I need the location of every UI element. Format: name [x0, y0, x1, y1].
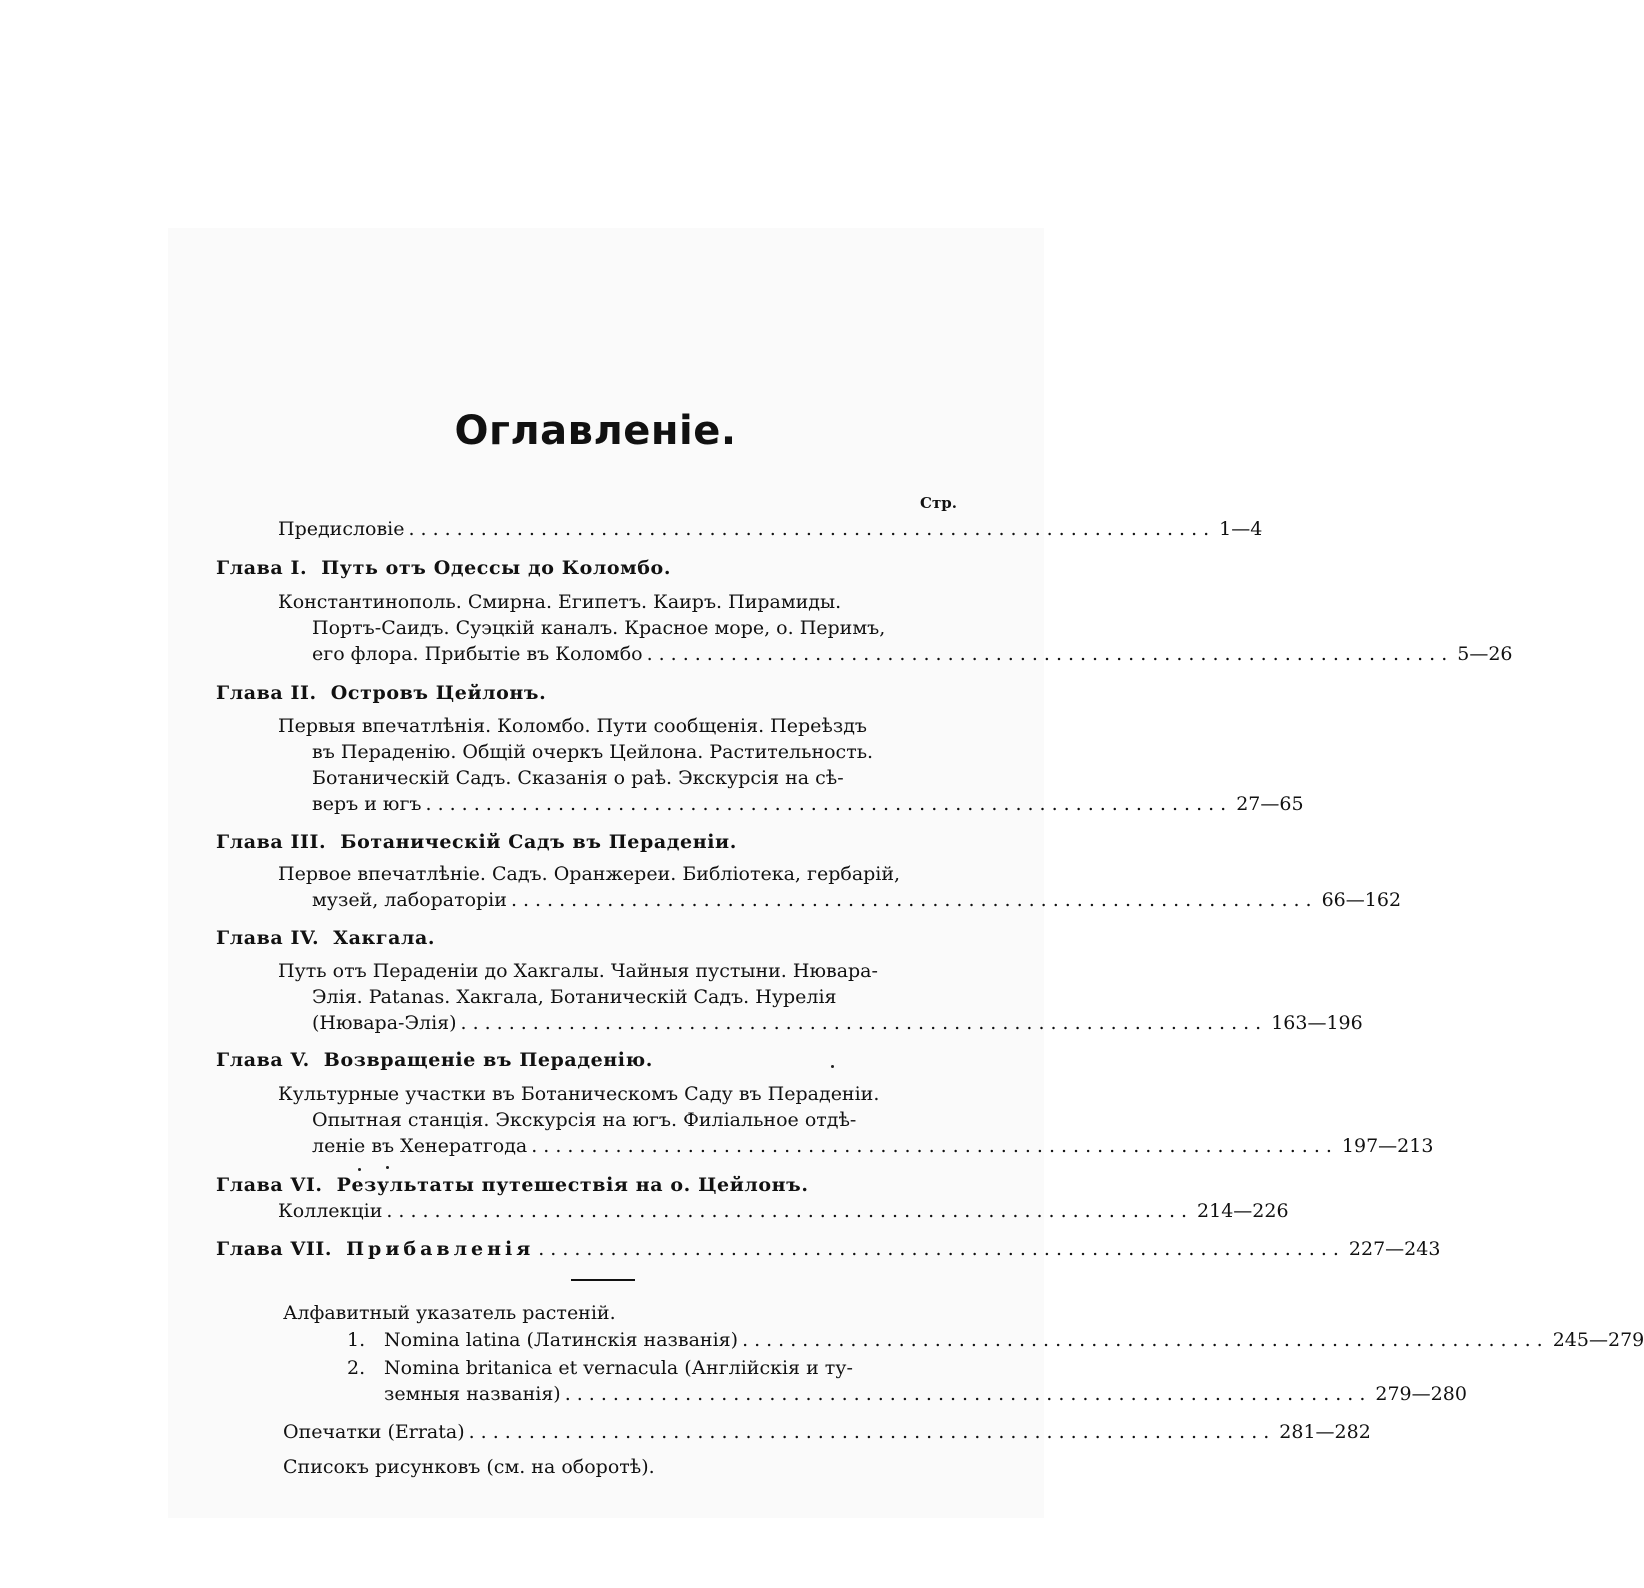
entry-pages: 1—4	[1219, 518, 1263, 540]
dot-leader: ...................................................................	[531, 1135, 1338, 1157]
chapter-heading-3[interactable]	[216, 829, 737, 855]
entry-pages: 279—280	[1375, 1383, 1467, 1405]
print-speck	[358, 1168, 361, 1171]
chapter-number: Глава VII.	[216, 1238, 333, 1260]
entry-label: (Нювара-Элія)	[312, 1012, 457, 1034]
entry-pages: 214—226	[1197, 1200, 1289, 1222]
chapter-title: Хакгала.	[333, 927, 436, 949]
entry-label: музей, лабораторіи	[312, 889, 507, 911]
chapter-summary-line: Первое впечатлѣніе. Садъ. Оранжереи. Библіотека, гербарій,	[278, 863, 901, 885]
dot-leader: ...................................................................	[564, 1383, 1372, 1405]
chapter-title: Ботаническій Садъ въ Пераденіи.	[340, 831, 737, 853]
print-speck	[386, 1166, 389, 1169]
dot-leader: ...................................................................	[538, 1238, 1345, 1260]
dot-leader: ...................................................................	[408, 518, 1216, 540]
dot-leader: ...................................................................	[646, 643, 1454, 665]
toc-entry-chapter-4[interactable]	[312, 1010, 1363, 1036]
section-divider	[571, 1279, 635, 1281]
chapter-title: Прибавленія	[346, 1238, 535, 1260]
chapter-number: Глава III.	[216, 831, 327, 853]
toc-entry-chapter-1[interactable]	[312, 641, 1513, 667]
entry-pages: 281—282	[1279, 1421, 1371, 1443]
entry-pages: 163—196	[1271, 1012, 1363, 1034]
index-item-line: Nomina britanica et vernacula (Англійскія и ту-	[384, 1357, 853, 1379]
chapter-title: Результаты путешествія на о. Цейлонъ.	[336, 1174, 809, 1196]
chapter-summary-line: Культурные участки въ Ботаническомъ Саду въ Пераденіи.	[278, 1083, 880, 1105]
chapter-summary-line: въ Пераденію. Общій очеркъ Цейлона. Растительность.	[312, 741, 874, 763]
chapter-heading-6[interactable]	[216, 1172, 809, 1198]
entry-label: Опечатки (Errata)	[283, 1421, 465, 1443]
dot-leader: ...................................................................	[742, 1329, 1549, 1351]
chapter-summary-line: Элія. Patanas. Хакгала, Ботаническій Садъ. Нурелія	[312, 986, 837, 1008]
entry-pages: 245—279	[1552, 1329, 1644, 1351]
entry-label: веръ и югъ	[312, 793, 422, 815]
dot-leader: ...................................................................	[468, 1421, 1276, 1443]
chapter-number: Глава II.	[216, 682, 317, 704]
entry-label: Коллекціи	[278, 1200, 383, 1222]
entry-label: его флора. Прибытіе въ Коломбо	[312, 643, 643, 665]
print-speck	[831, 1065, 834, 1068]
dot-leader: ...................................................................	[386, 1200, 1194, 1222]
index-item-number: 2.	[347, 1357, 366, 1379]
chapter-summary-line: Портъ-Саидъ. Суэцкій каналъ. Красное море, о. Перимъ,	[312, 617, 886, 639]
chapter-summary-line: Ботаническій Садъ. Сказанія о раѣ. Экскурсія на сѣ-	[312, 767, 844, 789]
chapter-title: Возвращеніе въ Пераденію.	[323, 1049, 653, 1071]
toc-entry-chapter-7[interactable]	[216, 1236, 1441, 1262]
page-column-label: Стр.	[920, 494, 957, 512]
chapter-title: Островъ Цейлонъ.	[330, 682, 547, 704]
chapter-summary-line: Путь отъ Пераденіи до Хакгалы. Чайныя пустыни. Нювара-	[278, 960, 878, 982]
entry-label: леніе въ Хенератгода	[312, 1135, 528, 1157]
chapter-title: Путь отъ Одессы до Коломбо.	[321, 557, 672, 579]
chapter-summary-line: Первыя впечатлѣнія. Коломбо. Пути сообщенія. Переѣздъ	[278, 715, 868, 737]
entry-pages: 66—162	[1321, 889, 1402, 911]
entry-pages: 227—243	[1348, 1238, 1441, 1260]
chapter-heading-1[interactable]	[216, 555, 671, 581]
chapter-summary-line: Константинополь. Смирна. Египетъ. Каиръ. Пирамиды.	[278, 591, 842, 613]
entry-label: земныя названія)	[384, 1383, 561, 1405]
toc-entry-index-latin[interactable]	[384, 1327, 1644, 1353]
toc-entry-preface[interactable]	[278, 516, 1263, 542]
chapter-number: Глава I.	[216, 557, 308, 579]
toc-entry-chapter-6[interactable]	[278, 1198, 1289, 1224]
toc-entry-chapter-3[interactable]	[312, 887, 1402, 913]
toc-entry-chapter-2[interactable]	[312, 791, 1304, 817]
entry-pages: 27—65	[1236, 793, 1304, 815]
entry-label: Nomina latina (Латинскія названія)	[384, 1329, 739, 1351]
toc-entry-chapter-5[interactable]	[312, 1133, 1434, 1159]
index-heading: Алфавитный указатель растеній.	[283, 1302, 616, 1324]
toc-entry-index-english[interactable]	[384, 1381, 1467, 1407]
page-title: Оглавленіе.	[454, 408, 737, 454]
entry-pages: 5—26	[1457, 643, 1513, 665]
index-item-number: 1.	[347, 1329, 366, 1351]
entry-label: Предисловіе	[278, 518, 405, 540]
chapter-number: Глава VI.	[216, 1174, 323, 1196]
toc-entry-errata[interactable]	[283, 1419, 1371, 1445]
figures-note[interactable]: Списокъ рисунковъ (см. на оборотѣ).	[283, 1456, 655, 1478]
dot-leader: ...................................................................	[425, 793, 1233, 815]
chapter-number: Глава IV.	[216, 927, 320, 949]
chapter-number: Глава V.	[216, 1049, 310, 1071]
chapter-heading-5[interactable]	[216, 1047, 653, 1073]
chapter-summary-line: Опытная станція. Экскурсія на югъ. Филіальное отдѣ-	[312, 1109, 857, 1131]
chapter-heading-4[interactable]	[216, 925, 435, 951]
dot-leader: ...................................................................	[510, 889, 1318, 911]
chapter-heading-2[interactable]	[216, 680, 546, 706]
entry-pages: 197—213	[1341, 1135, 1434, 1157]
dot-leader: ...................................................................	[460, 1012, 1268, 1034]
